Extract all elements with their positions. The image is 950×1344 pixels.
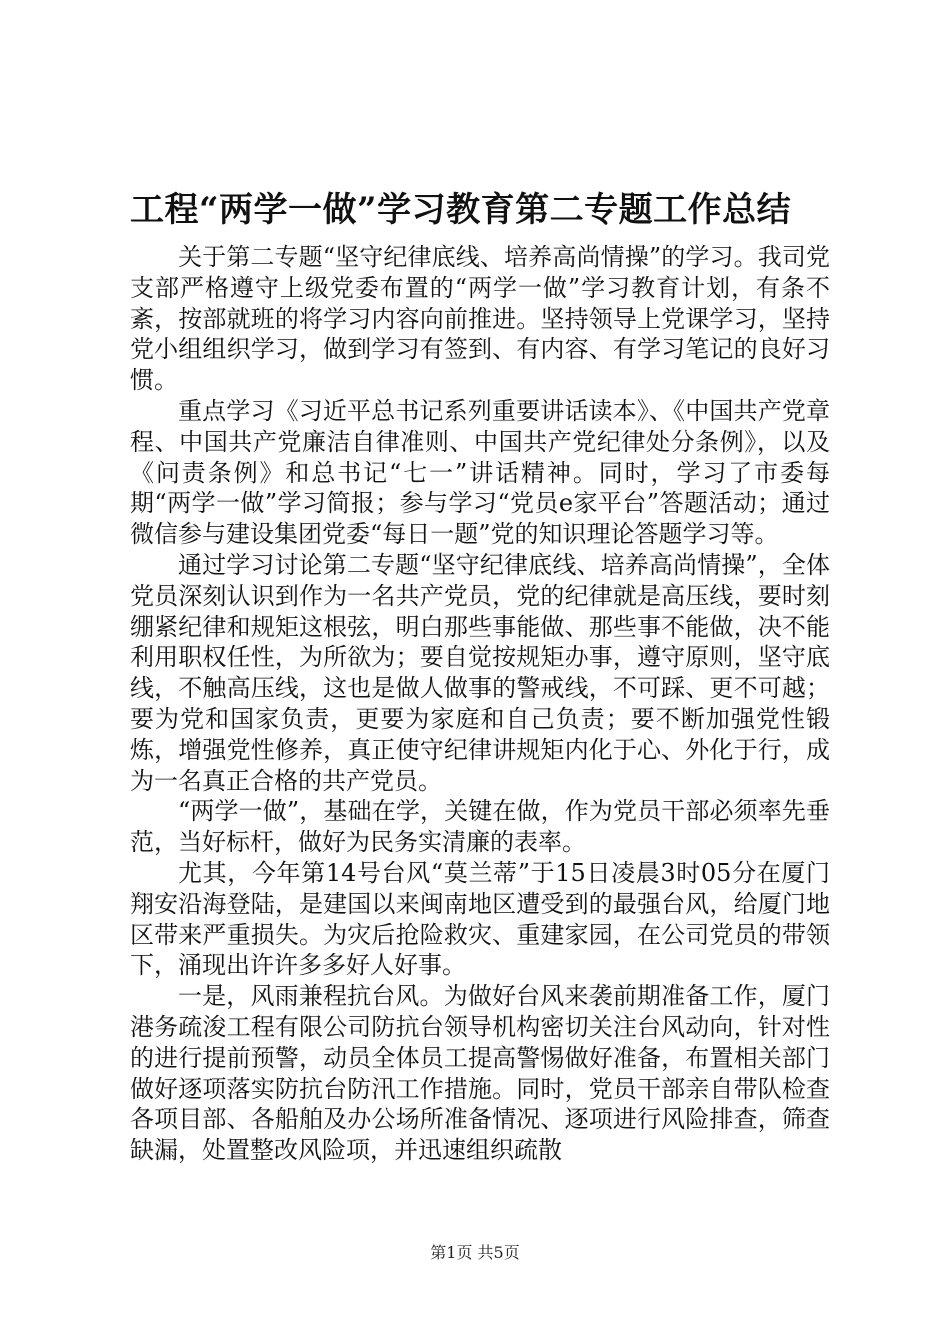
page-footer: 第1页 共5页 <box>430 1243 520 1262</box>
paragraph-2: 重点学习《习近平总书记系列重要讲话读本》、《中国共产党章程、中国共产党廉洁自律准则、中国共产党纪律处分条例》，以及《问责条例》和总书记“七一”讲话精神。同时，学习了市委每期“两学一做”学习简报；参与学习“党员e家平台”答题活动；通过微信参与建设集团党委“每日一题”党的知识理论答题学习等。 <box>130 396 830 549</box>
paragraph-5: 尤其，今年第14号台风“莫兰蒂”于15日凌晨3时05分在厦门翔安沿海登陆，是建国以来闽南地区遭受到的最强台风，给厦门地区带来严重损失。为灾后抢险救灾、重建家园，在公司党员的带领下，涌现出许许多多好人好事。 <box>130 858 830 980</box>
paragraph-1: 关于第二专题“坚守纪律底线、培养高尚情操”的学习。我司党支部严格遵守上级党委布置的“两学一做”学习教育计划，有条不紊，按部就班的将学习内容向前推进。坚持领导上党课学习，坚持党小组组织学习，做到学习有签到、有内容、有学习笔记的良好习惯。 <box>130 243 830 395</box>
document-title: 工程“两学一做”学习教育第二专题工作总结 <box>130 190 792 230</box>
paragraph-4: “两学一做”，基础在学，关键在做，作为党员干部必须率先垂范，当好标杆，做好为民务实清廉的表率。 <box>130 797 830 857</box>
paragraph-6: 一是，风雨兼程抗台风。为做好台风来袭前期准备工作，厦门港务疏浚工程有限公司防抗台领导机构密切关注台风动向，针对性的进行提前预警，动员全体员工提高警惕做好准备，布置相关部门做好逐项落实防抗台防汛工作措施。同时，党员干部亲自带队检查各项目部、各船舶及办公场所准备情况、逐项进行风险排查，筛查缺漏，处置整改风险项，并迅速组织疏散 <box>130 982 830 1165</box>
paragraph-3: 通过学习讨论第二专题“坚守纪律底线、培养高尚情操”，全体党员深刻认识到作为一名共产党员，党的纪律就是高压线，要时刻绷紧纪律和规矩这根弦，明白那些事能做、那些事不能做，决不能利用职权任性，为所欲为；要自觉按规矩办事，遵守原则，坚守底线，不触高压线，这也是做人做事的警戒线，不可踩、更不可越；要为党和国家负责，更要为家庭和自己负责；要不断加强党性锻炼，增强党性修养，真正使守纪律讲规矩内化于心、外化于行，成为一名真正合格的共产党员。 <box>130 550 830 795</box>
document-page <box>130 188 830 1166</box>
